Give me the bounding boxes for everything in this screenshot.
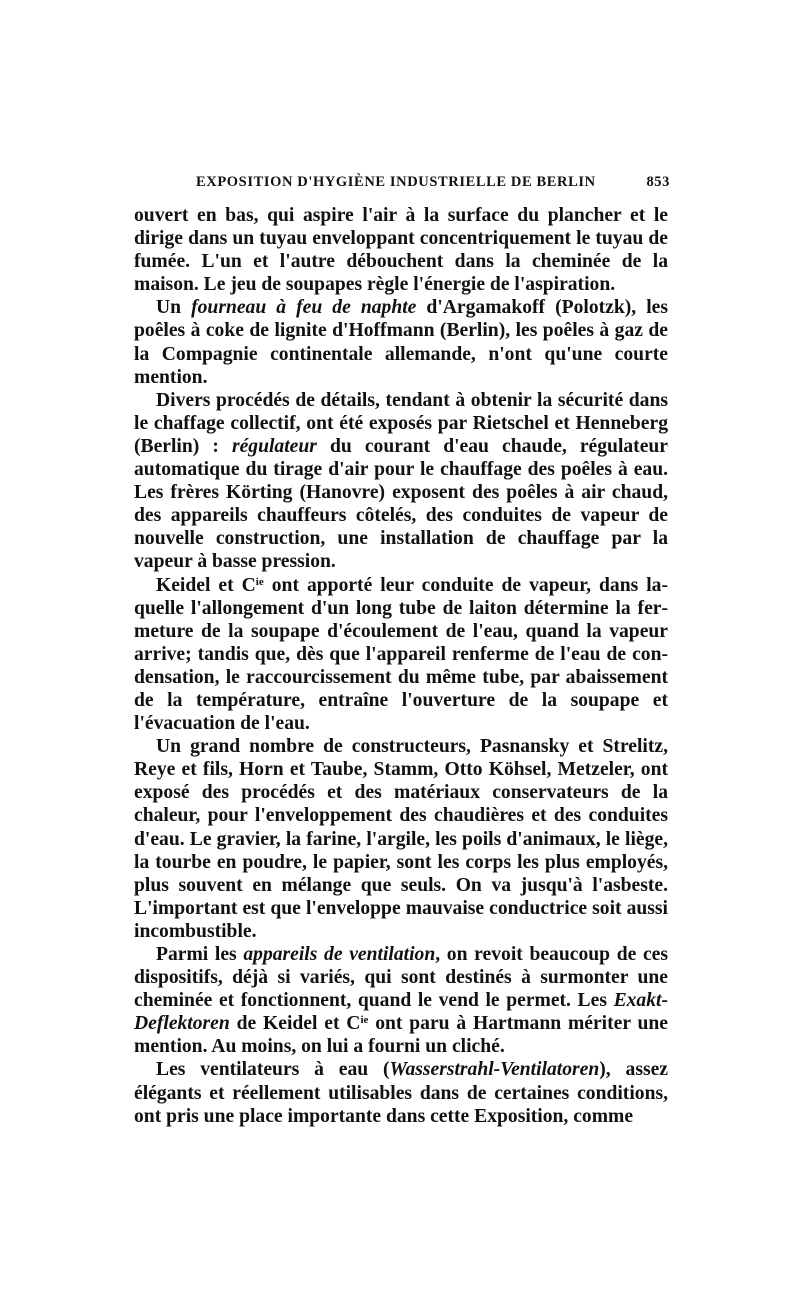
paragraph [134, 574, 668, 736]
body-text [134, 204, 668, 1128]
italic-text: régulateur [231, 435, 317, 457]
paragraph [134, 296, 668, 388]
paragraph [134, 735, 668, 943]
text-run: ), assez élégants et réellement utilisables dans de certaines conditions, ont pris une place importante dans cette Exposition, comme [134, 1059, 668, 1127]
text-run: du courant d'eau chaude, régulateur automatique du tirage d'air pour le chauffage des poêles à eau. Les frères Körting (Hanovre) exposent des poêles à air chaud, des appareils chauffeurs côtelés, des conduites de vapeur de nouvelle construction, une installation de chauffage par la vapeur à basse pression. [134, 435, 668, 573]
paragraph [134, 943, 668, 1058]
italic-text: fourneau à feu de naphte [191, 297, 417, 319]
text-run: Un [156, 297, 192, 319]
italic-text: appareils de ventilation [243, 944, 436, 965]
text-run: de Keidel et C [229, 1013, 361, 1035]
text-run: d'Argamakoff (Polotzk), les poêles à coke de lignite d'Hoffmann (Berlin), les poêles à gaz de la Compagnie continentale allemande, n'ont qu'une courte mention. [134, 297, 668, 388]
page-number: 853 [646, 174, 670, 190]
text-run: Parmi les [156, 944, 244, 965]
text-run: Un grand nombre de constructeurs, Pasnansky et Strelitz, Reye et fils, Horn et Taube, Stamm, Otto Köhsel, Metzeler, ont exposé des procédés et des matériaux conservateurs de la chaleur, pour l'enveloppement des chaudières et des conduites d'eau. Le gravier, la farine, l'argile, les poils d'animaux, le liège, la tourbe en poudre, le papier, sont les corps les plus employés, plus souvent en mélange que seuls. On va jusqu'à l'asbeste. L'important est que l'enveloppe mauvaise conductrice soit aussi incombustible. [134, 736, 668, 942]
text-run: ont paru à Hartmann mériter une mention. Au moins, on lui a fourni un cliché. [134, 1013, 668, 1058]
text-run: ont apporté leur conduite de vapeur, dans laquelle l'allongement d'un long tube de laiton détermine la fermeture de la soupape d'écoulement de l'eau, quand la vapeur arrive; tandis que, dès que l'appareil renferme de l'eau de condensation, le raccourcissement du même tube, par abaissement de la température, entraîne l'ouverture de la soupape et l'évacuation de l'eau. [134, 574, 668, 735]
superscript-text: ie [360, 1014, 369, 1027]
italic-text: Exakt-Deflektoren [134, 990, 668, 1035]
header-title: EXPOSITION D'HYGIÈNE INDUSTRIELLE DE BERLIN [196, 174, 596, 190]
running-header [134, 174, 670, 191]
paragraph [134, 1058, 668, 1127]
text-run: ouvert en bas, qui aspire l'air à la surface du plancher et le dirige dans un tuyau enveloppant concentriquement le tuyau de fumée. L'un et l'autre débouchent dans la cheminée de la maison. Le jeu de soupapes règle l'énergie de l'aspiration. [134, 205, 668, 296]
text-run: , on revoit beaucoup de ces dispositifs, déjà si variés, qui sont destinés à surmonter une cheminée et fonctionnent, quand le vend le permet. Les [134, 944, 669, 1012]
text-run: Les ventilateurs à eau ( [156, 1059, 390, 1081]
italic-text: Wasserstrahl-Ventilatoren [389, 1059, 600, 1081]
text-run: Keidel et C [156, 574, 256, 596]
paragraph [134, 204, 668, 296]
text-run: Divers procédés de détails, tendant à obtenir la sécurité dans le chaffage collectif, ont été exposés par Rietschel et Henneberg (Berlin) : [134, 389, 668, 457]
paragraph [134, 389, 668, 574]
superscript-text: ie [255, 575, 264, 588]
